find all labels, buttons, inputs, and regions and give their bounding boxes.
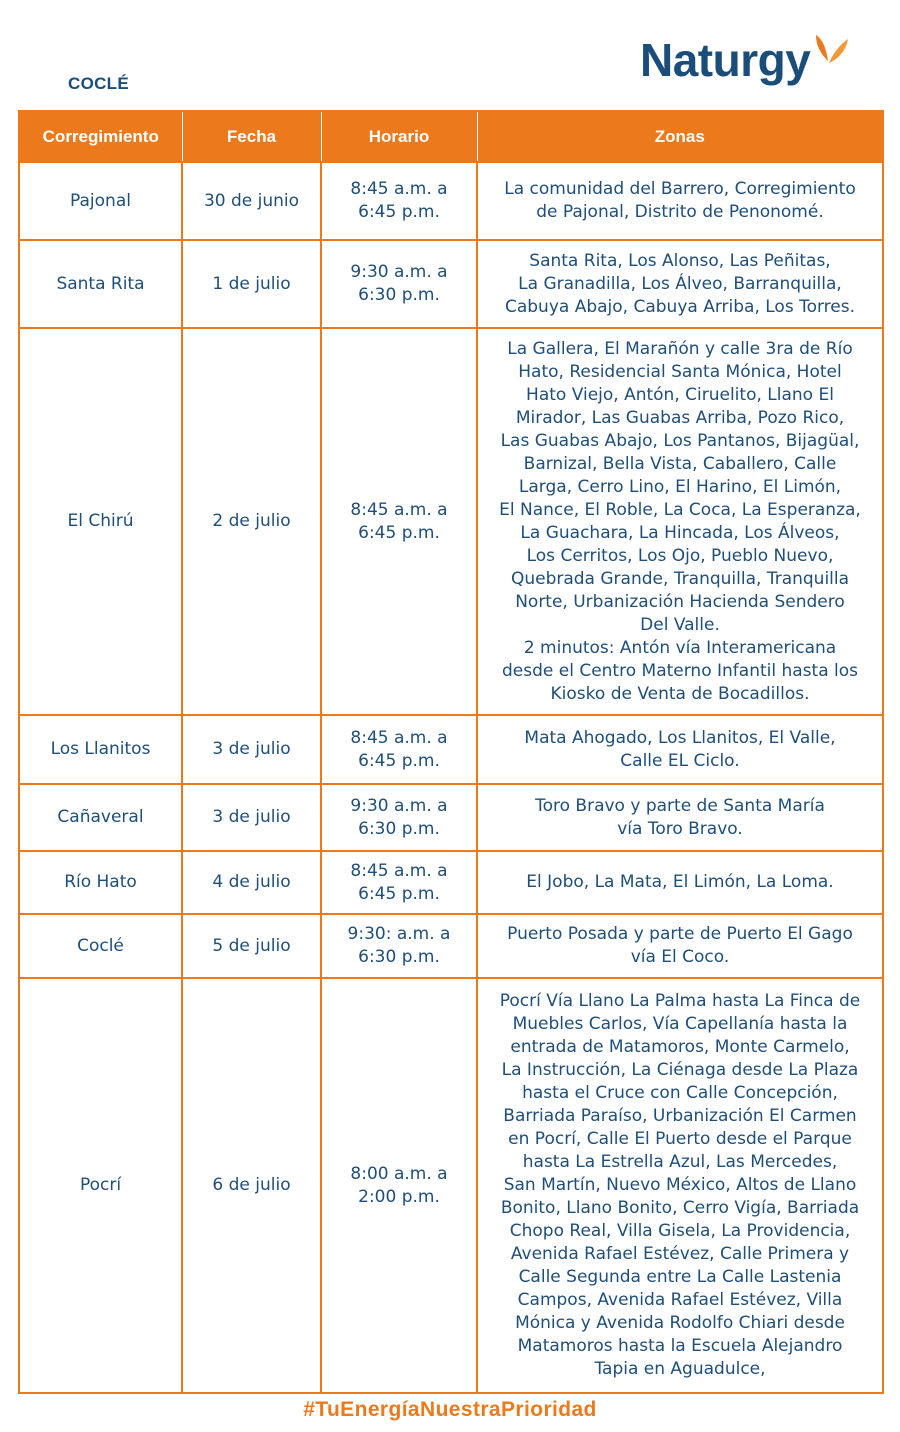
table-row [19,914,883,978]
table-row [19,784,883,851]
cell-corregimiento: Pocrí [19,978,182,1393]
cell-horario: 8:45 a.m. a 6:45 p.m. [321,715,477,784]
cell-zonas: Pocrí Vía Llano La Palma hasta La Finca de Muebles Carlos, Vía Capellanía hasta la entrada de Matamoros, Monte Carmelo, La Instrucción, La Ciénaga desde La Plaza hasta el Cruce con Calle Concepción, Barriada Paraíso, Urbanización El Carmen en Pocrí, Calle El Puerto desde el Parque hasta La Estrella Azul, Las Mercedes, San Martín, Nuevo México, Altos de Llano Bonito, Llano Bonito, Cerro Vigía, Barriada Chopo Real, Villa Gisela, La Providencia, Avenida Rafael Estévez, Calle Primera y Calle Segunda entre La Calle Lastenia Campos, Avenida Rafael Estévez, Villa Mónica y Avenida Rodolfo Chiari desde Matamoros hasta la Escuela Alejandro Tapia en Aguadulce, [477,978,883,1393]
column-header-fecha: Fecha [182,111,321,162]
logo-wordmark: Naturgy [640,34,811,86]
cell-corregimiento: Santa Rita [19,240,182,328]
cell-corregimiento: Los Llanitos [19,715,182,784]
table-row [19,240,883,328]
naturgy-logo [640,24,890,96]
cell-horario: 8:45 a.m. a 6:45 p.m. [321,851,477,914]
cell-horario: 9:30 a.m. a 6:30 p.m. [321,240,477,328]
campaign-hashtag: #TuEnergíaNuestraPrioridad [303,1398,597,1421]
cell-horario: 8:45 a.m. a 6:45 p.m. [321,162,477,240]
cell-fecha: 30 de junio [182,162,321,240]
cell-horario: 8:00 a.m. a 2:00 p.m. [321,978,477,1393]
table-header-row [19,111,883,162]
cell-zonas: La comunidad del Barrero, Corregimiento de Pajonal, Distrito de Penonomé. [477,162,883,240]
table-row [19,328,883,715]
cell-zonas: El Jobo, La Mata, El Limón, La Loma. [477,851,883,914]
cell-zonas: Mata Ahogado, Los Llanitos, El Valle, Calle EL Ciclo. [477,715,883,784]
cell-corregimiento: Cañaveral [19,784,182,851]
cell-zonas: Puerto Posada y parte de Puerto El Gago vía El Coco. [477,914,883,978]
cell-fecha: 3 de julio [182,715,321,784]
region-title: COCLÉ [68,74,129,93]
cell-horario: 9:30 a.m. a 6:30 p.m. [321,784,477,851]
cell-fecha: 6 de julio [182,978,321,1393]
cell-horario: 8:45 a.m. a 6:45 p.m. [321,328,477,715]
cell-corregimiento: Pajonal [19,162,182,240]
cell-fecha: 1 de julio [182,240,321,328]
column-header-horario: Horario [321,111,477,162]
cell-corregimiento: Coclé [19,914,182,978]
column-header-zonas: Zonas [477,111,883,162]
table-row [19,851,883,914]
cell-fecha: 5 de julio [182,914,321,978]
cell-fecha: 4 de julio [182,851,321,914]
cell-zonas: Toro Bravo y parte de Santa María vía Toro Bravo. [477,784,883,851]
table-row [19,978,883,1393]
butterfly-icon [808,31,852,75]
cell-horario: 9:30: a.m. a 6:30 p.m. [321,914,477,978]
cell-corregimiento: El Chirú [19,328,182,715]
cell-fecha: 3 de julio [182,784,321,851]
cell-fecha: 2 de julio [182,328,321,715]
cell-zonas: La Gallera, El Marañón y calle 3ra de Río Hato, Residencial Santa Mónica, Hotel Hato Viejo, Antón, Ciruelito, Llano El Mirador, Las Guabas Arriba, Pozo Rico, Las Guabas Abajo, Los Pantanos, Bijagüal, Barnizal, Bella Vista, Caballero, Calle Larga, Cerro Lino, El Harino, El Limón, El Nance, El Roble, La Coca, La Esperanza, La Guachara, La Hincada, Los Álveos, Los Cerritos, Los Ojo, Pueblo Nuevo, Quebrada Grande, Tranquilla, Tranquilla Norte, Urbanización Hacienda Sendero Del Valle. 2 minutos: Antón vía Interamericana desde el Centro Materno Infantil hasta los Kiosko de Venta de Bocadillos. [477,328,883,715]
table-row [19,715,883,784]
outage-schedule-table [18,110,884,1394]
cell-corregimiento: Río Hato [19,851,182,914]
cell-zonas: Santa Rita, Los Alonso, Las Peñitas, La Granadilla, Los Álveo, Barranquilla, Cabuya Abajo, Cabuya Arriba, Los Torres. [477,240,883,328]
column-header-corregimiento: Corregimiento [19,111,182,162]
table-row [19,162,883,240]
